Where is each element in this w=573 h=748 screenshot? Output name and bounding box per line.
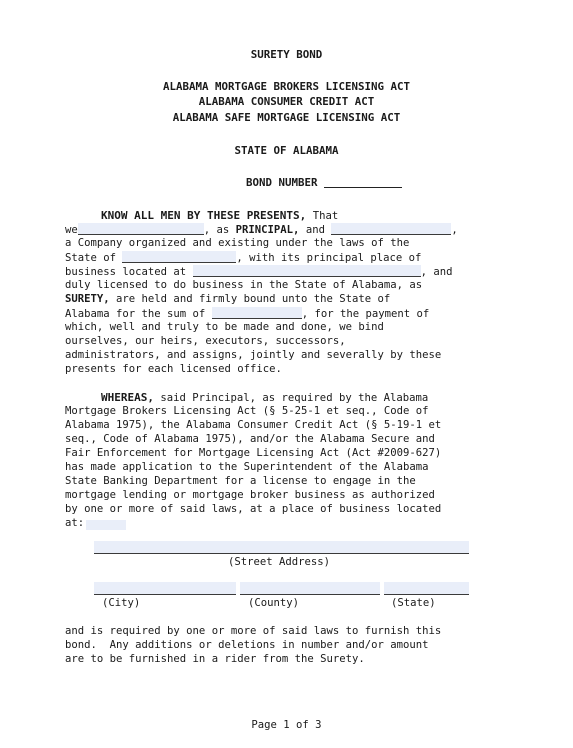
bond-number-row [246,176,402,189]
p1-line-6: duly licensed to do business in the State of Alabama, as [65,279,423,291]
p1-business-at: business located at [65,266,193,278]
p1-alabama-sum: Alabama for the sum of [65,308,212,320]
p1-line-1 [101,209,338,224]
p1-line-3: a Company organized and existing under the laws of the [65,237,410,249]
principal-name-field[interactable] [78,223,204,235]
p3-line-3: are to be furnished in a rider from the Surety. [65,653,365,665]
page-number: Page 1 of 3 [251,719,322,731]
p1-line-5 [65,265,452,280]
street-address-field[interactable] [94,541,469,554]
p1-comma: , [451,224,458,236]
doc-title: SURETY BOND [250,48,323,61]
surety-label: SURETY, [65,293,110,305]
p1-and: and [299,224,332,236]
surety-name-field[interactable] [331,223,451,235]
street-address-caption: (Street Address) [228,556,331,568]
act-heading-3: ALABAMA SAFE MORTGAGE LICENSING ACT [172,111,401,124]
p1-state-of: State of [65,252,123,264]
p2-line-2: Mortgage Brokers Licensing Act (§ 5-25-1 et seq., Code of [65,405,429,417]
p1-line-7-rest: are held and firmly bound unto the State of [109,293,391,305]
p2-line-7: State Banking Department for a license to engage in the [65,475,416,487]
bond-sum-field[interactable] [212,307,302,319]
p3-line-1: and is required by one or more of said laws to furnish this [65,625,442,637]
p1-that: That [306,210,339,222]
p1-as: , as [203,224,236,236]
p2-line-8: mortgage lending or mortgage broker business as authorized [65,489,435,501]
p2-line-5: Fair Enforcement for Mortgage Licensing Act (Act #2009-627) [65,447,442,459]
principal-label: PRINCIPAL, [235,224,300,236]
p1-line-10: ourselves, our heirs, executors, successors, [65,335,346,347]
p2-line-10: at: [65,517,85,529]
p1-with-place: , with its principal place of [236,252,422,264]
bond-number-label: BOND NUMBER [246,176,318,189]
whereas-label: WHEREAS, [101,391,154,404]
city-caption: (City) [102,597,141,609]
state-field[interactable] [384,582,469,595]
p3-line-2: bond. Any additions or deletions in number and/or amount [65,639,429,651]
state-caption: (State) [391,597,436,609]
know-all-men: KNOW ALL MEN BY THESE PRESENTS, [101,209,307,222]
at-fill-field[interactable] [86,520,126,530]
p1-line-4 [65,251,421,266]
p1-we: we [65,224,78,236]
bond-number-field[interactable] [324,176,402,188]
p2-line-6: has made application to the Superintendent of the Alabama [65,461,429,473]
state-heading: STATE OF ALABAMA [234,144,339,157]
p1-line-11: administrators, and assigns, jointly and severally by these [65,349,442,361]
p1-line-8 [65,307,429,322]
p2-line-3: Alabama 1975), the Alabama Consumer Credit Act (§ 5-19-1 et [65,419,442,431]
p1-line-2 [65,223,458,238]
principal-address-field[interactable] [193,265,421,277]
p2-line-4: seq., Code of Alabama 1975), and/or the Alabama Secure and [65,433,435,445]
p2-line-1-rest: said Principal, as required by the Alabama [153,392,429,404]
act-heading-1: ALABAMA MORTGAGE BROKERS LICENSING ACT [162,80,410,93]
city-field[interactable] [94,582,236,595]
county-field[interactable] [240,582,380,595]
county-caption: (County) [248,597,300,609]
p1-line-9: which, well and truly to be made and done, we bind [65,321,384,333]
p1-line-7 [65,293,390,307]
p2-line-1 [101,391,428,406]
p1-line-12: presents for each licensed office. [65,363,282,375]
state-of-incorporation-field[interactable] [122,251,236,263]
p1-and-end: , and [420,266,453,278]
p1-for-payment: , for the payment of [301,308,430,320]
act-heading-2: ALABAMA CONSUMER CREDIT ACT [198,95,375,108]
p2-line-9: by one or more of said laws, at a place of business located [65,503,442,515]
